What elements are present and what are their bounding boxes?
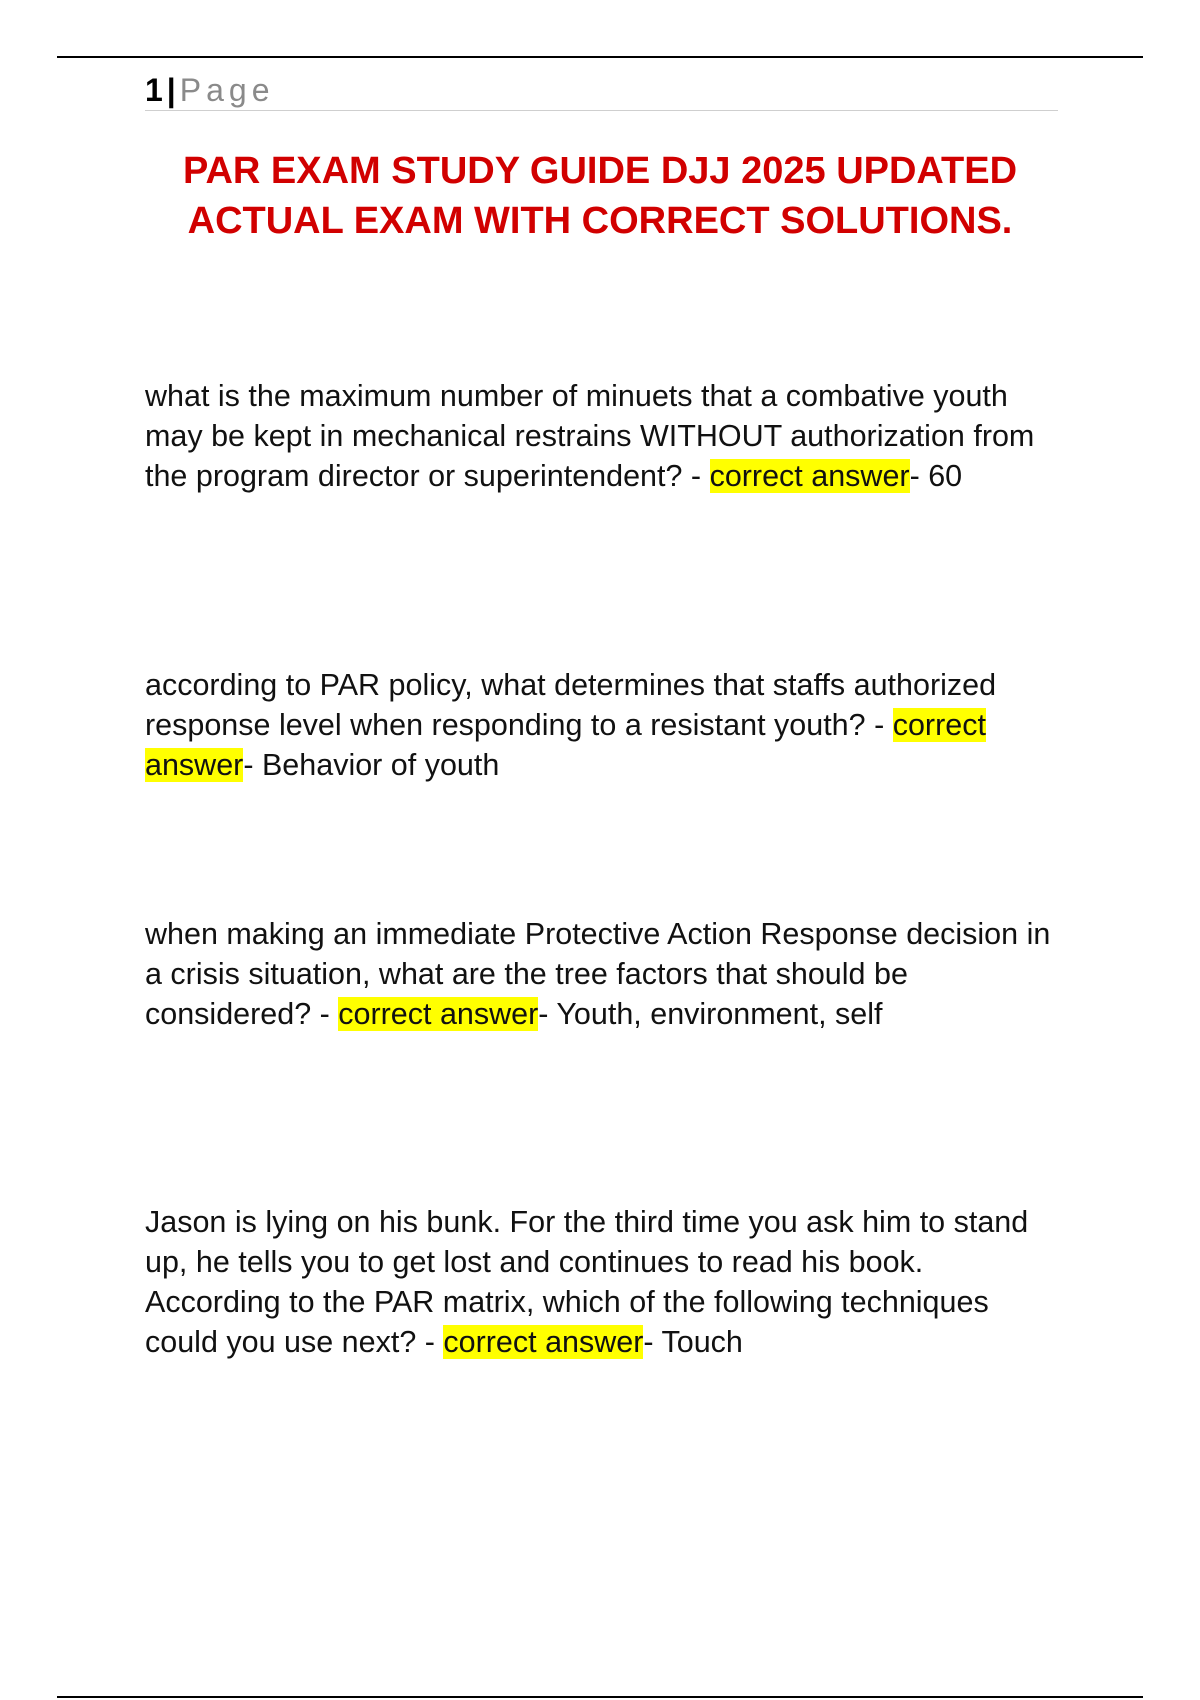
question-text: when making an immediate Protective Action Response decision in a crisis situation, what are the tree factors that should be considered? - <box>145 917 1051 1031</box>
answer-text: - Behavior of youth <box>243 748 500 782</box>
question-text: what is the maximum number of minuets that a combative youth may be kept in mechanical restrains WITHOUT authorization from the program director or superintendent? - <box>145 379 1035 493</box>
page-label: Page <box>179 72 275 108</box>
title-line-2: ACTUAL EXAM WITH CORRECT SOLUTIONS. <box>187 200 1013 242</box>
question-item <box>145 914 1065 1034</box>
document-title <box>100 146 1100 246</box>
correct-answer-highlight: correct answer <box>145 708 986 782</box>
question-text: according to PAR policy, what determines that staffs authorized response level when responding to a resistant youth? - <box>145 668 997 742</box>
correct-answer-highlight: correct answer <box>338 997 539 1031</box>
answer-text: - Touch <box>643 1325 743 1359</box>
answer-text: - 60 <box>909 459 963 493</box>
bottom-rule <box>57 1696 1143 1698</box>
page-separator: | <box>166 72 176 108</box>
top-rule <box>57 56 1143 58</box>
question-item <box>145 376 1065 496</box>
correct-answer-highlight: correct answer <box>443 1325 644 1359</box>
title-line-1: PAR EXAM STUDY GUIDE DJJ 2025 UPDATED <box>182 150 1018 192</box>
answer-text: - Youth, environment, self <box>538 997 883 1031</box>
question-item <box>145 665 1065 785</box>
page-number: 1 <box>145 72 163 108</box>
question-item <box>145 1202 1065 1362</box>
page-header <box>145 70 1058 111</box>
correct-answer-highlight: correct answer <box>709 459 910 493</box>
question-text: Jason is lying on his bunk. For the third time you ask him to stand up, he tells you to get lost and continues to read his book. According to the PAR matrix, which of the following techniques could you use next? - <box>145 1205 1029 1359</box>
